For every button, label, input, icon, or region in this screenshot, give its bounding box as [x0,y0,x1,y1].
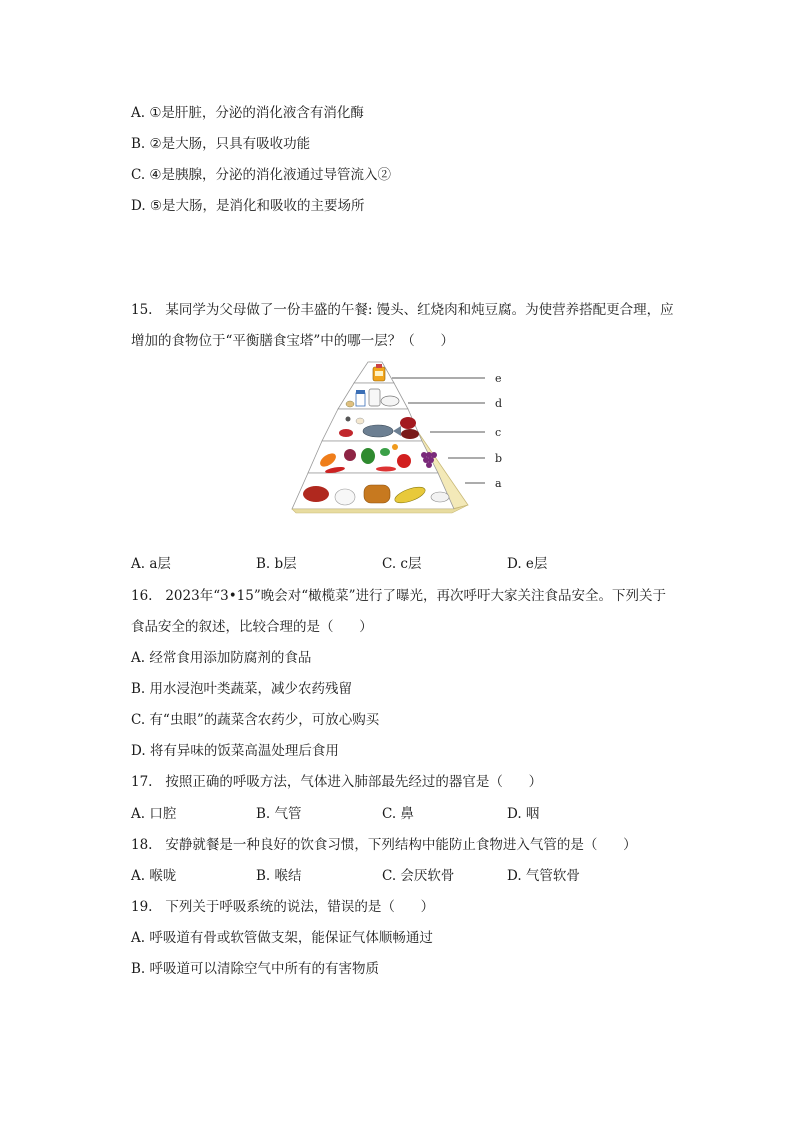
q17-option-b: B. 气管 [256,806,302,822]
q15-option-b: B. b层 [256,556,297,572]
q18-stem: 18. 安静就餐是一种良好的饮食习惯，下列结构中能防止食物进入气管的是（ ） [131,837,637,853]
q15-option-a: A. a层 [131,556,171,572]
q14-option-a: A. ①是肝脏，分泌的消化液含有消化酶 [131,105,364,121]
q17-stem: 17. 按照正确的呼吸方法，气体进入肺部最先经过的器官是（ ） [131,774,543,790]
q14-option-c: C. ④是胰腺，分泌的消化液通过导管流入② [131,167,392,183]
q16-option-a: A. 经常食用添加防腐剂的食品 [131,650,312,666]
q14-option-b: B. ②是大肠，只具有吸收功能 [131,136,311,152]
q15-stem-line2: 增加的食物位于“平衡膳食宝塔”中的哪一层？（ ） [131,333,455,349]
q15-option-d: D. e层 [507,556,548,572]
q14-option-d: D. ⑤是大肠，是消化和吸收的主要场所 [131,198,365,214]
layer-label-a: a [495,477,502,490]
q16-option-c: C. 有“虫眼”的蔬菜含农药少，可放心购买 [131,712,380,728]
food-pyramid-figure [290,357,510,517]
layer-label-c: c [495,426,502,439]
q16-option-b: B. 用水浸泡叶类蔬菜，减少农药残留 [131,681,353,697]
q17-option-a: A. 口腔 [131,806,177,822]
q16-stem-line2: 食品安全的叙述，比较合理的是（ ） [131,619,373,635]
q18-option-a: A. 喉咙 [131,868,177,884]
q19-option-a: A. 呼吸道有骨或软管做支架，能保证气体顺畅通过 [131,930,433,946]
layer-label-b: b [495,452,503,465]
layer-label-d: d [495,397,503,410]
q16-stem-line1: 16. 2023年“3•15”晚会对“橄榄菜”进行了曝光，再次呼吁大家关注食品安全。下列关于 [131,588,667,604]
q18-option-d: D. 气管软骨 [507,868,580,884]
q17-option-d: D. 咽 [507,806,540,822]
q18-option-c: C. 会厌软骨 [382,868,455,884]
q17-option-c: C. 鼻 [382,806,414,822]
q15-stem-line1: 15. 某同学为父母做了一份丰盛的午餐: 馒头、红烧肉和炖豆腐。为使营养搭配更合理，应 [131,302,674,318]
q19-option-b: B. 呼吸道可以清除空气中所有的有害物质 [131,961,380,977]
q16-option-d: D. 将有异味的饭菜高温处理后食用 [131,743,339,759]
q15-option-c: C. c层 [382,556,422,572]
q18-option-b: B. 喉结 [256,868,302,884]
q19-stem: 19. 下列关于呼吸系统的说法，错误的是（ ） [131,899,435,915]
layer-label-e: e [495,372,502,385]
